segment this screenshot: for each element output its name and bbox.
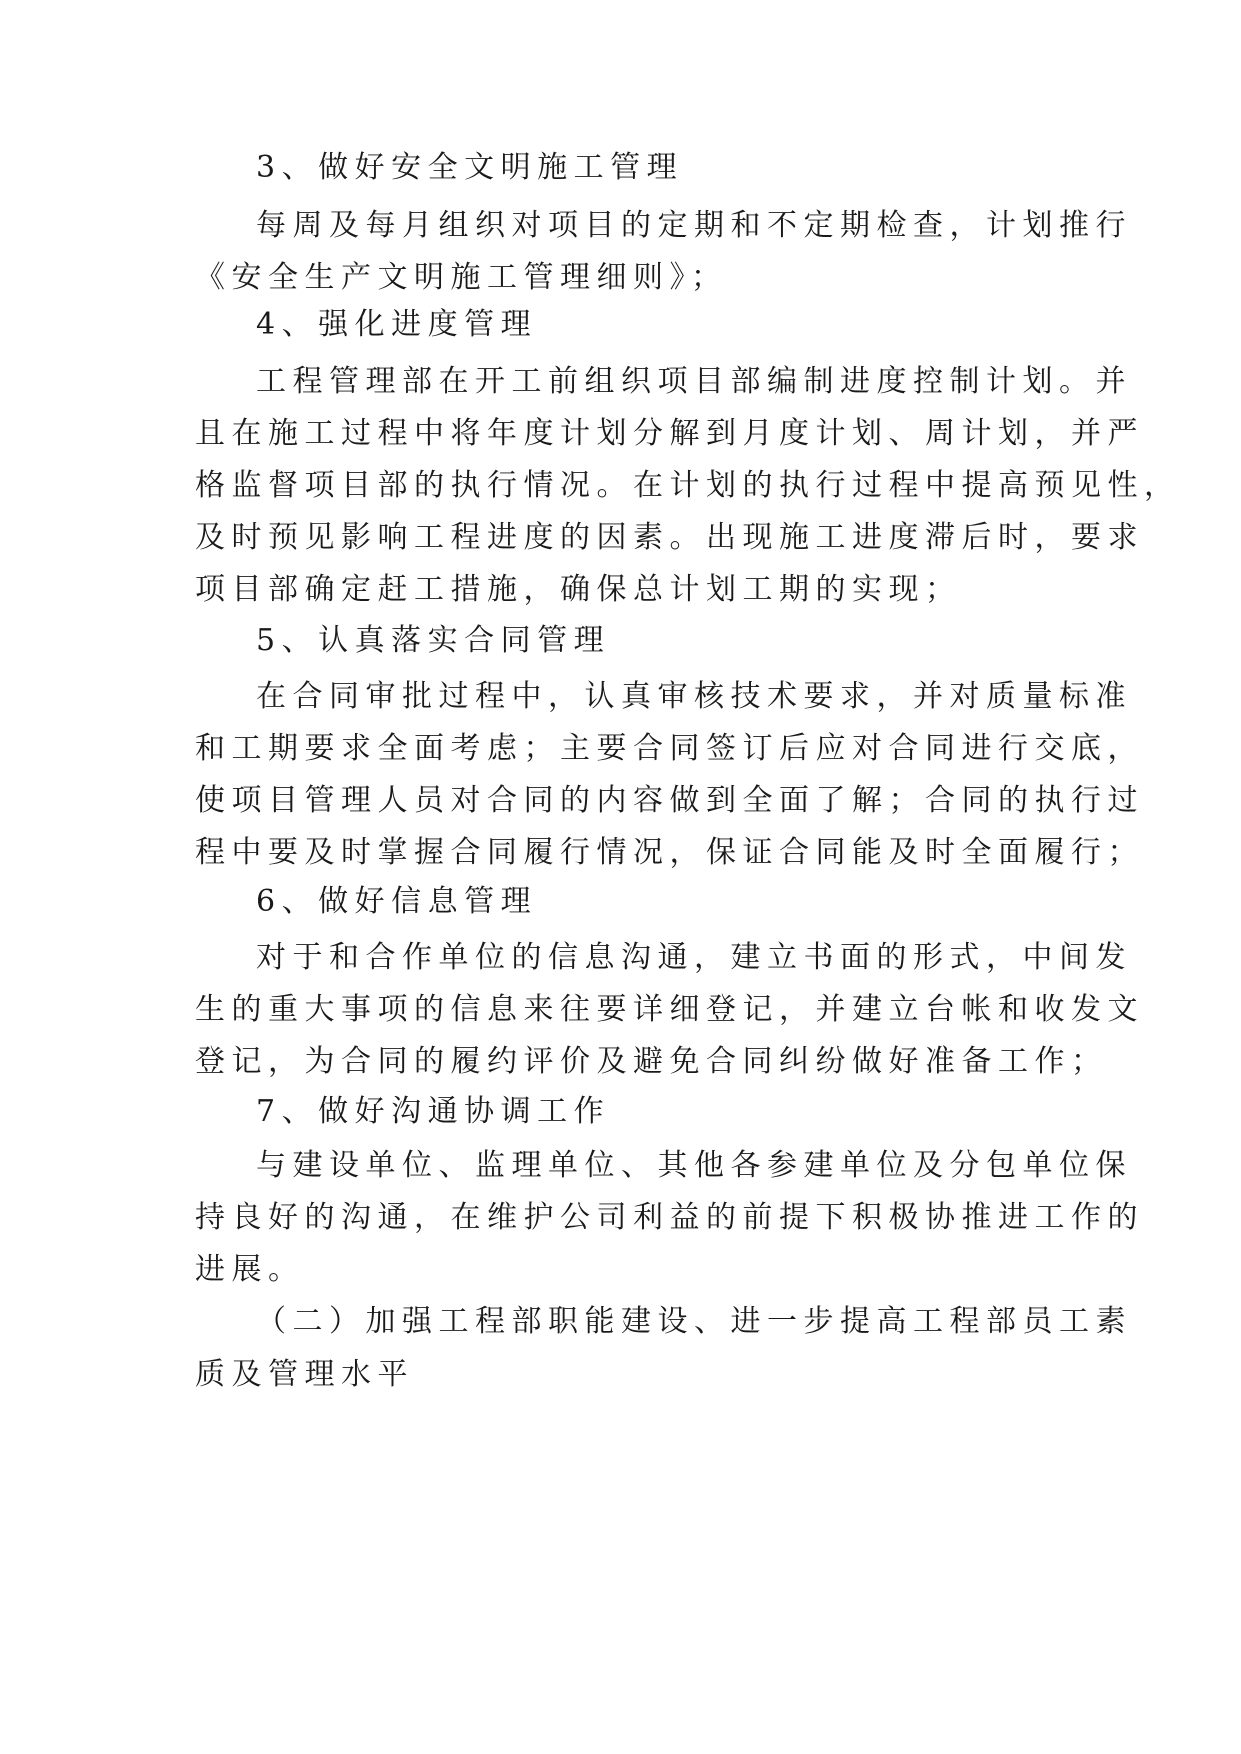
paragraph-line: 生的重大事项的信息来往要详细登记，并建立台帐和收发文 [195, 992, 1144, 1027]
paragraph-line: 与建设单位、监理单位、其他各参建单位及分包单位保 [256, 1148, 1132, 1183]
paragraph-line: 每周及每月组织对项目的定期和不定期检查，计划推行 [256, 208, 1132, 243]
section-heading-contract: 5、认真落实合同管理 [256, 623, 611, 658]
paragraph-line: 格监督项目部的执行情况。在计划的执行过程中提高预见性， [195, 468, 1181, 503]
section-heading-information: 6、做好信息管理 [256, 884, 538, 919]
section-heading-safety: 3、做好安全文明施工管理 [256, 150, 684, 185]
paragraph-line: 和工期要求全面考虑；主要合同签订后应对合同进行交底， [195, 731, 1144, 766]
paragraph-line: 登记，为合同的履约评价及避免合同纠纷做好准备工作； [195, 1044, 1108, 1079]
section-heading-schedule: 4、强化进度管理 [256, 307, 538, 342]
section-heading-communication: 7、做好沟通协调工作 [256, 1094, 611, 1129]
paragraph-line: 程中要及时掌握合同履行情况，保证合同能及时全面履行； [195, 835, 1144, 870]
paragraph-line: 项目部确定赶工措施，确保总计划工期的实现； [195, 572, 962, 607]
paragraph-line: 使项目管理人员对合同的内容做到全面了解；合同的执行过 [195, 783, 1144, 818]
paragraph-line: 《安全生产文明施工管理细则》； [195, 260, 728, 295]
subsection-heading-continuation: 质及管理水平 [195, 1357, 414, 1392]
paragraph-line: 进展。 [195, 1252, 305, 1287]
paragraph-line: 且在施工过程中将年度计划分解到月度计划、周计划，并严 [195, 416, 1144, 451]
paragraph-line: 及时预见影响工程进度的因素。出现施工进度滞后时，要求 [195, 520, 1144, 555]
paragraph-line: 工程管理部在开工前组织项目部编制进度控制计划。并 [256, 364, 1132, 399]
paragraph-line: 在合同审批过程中，认真审核技术要求，并对质量标准 [256, 679, 1132, 714]
paragraph-line: 持良好的沟通，在维护公司利益的前提下积极协推进工作的 [195, 1200, 1144, 1235]
paragraph-line: 对于和合作单位的信息沟通，建立书面的形式，中间发 [256, 940, 1132, 975]
subsection-heading: （二）加强工程部职能建设、进一步提高工程部员工素 [256, 1304, 1132, 1339]
